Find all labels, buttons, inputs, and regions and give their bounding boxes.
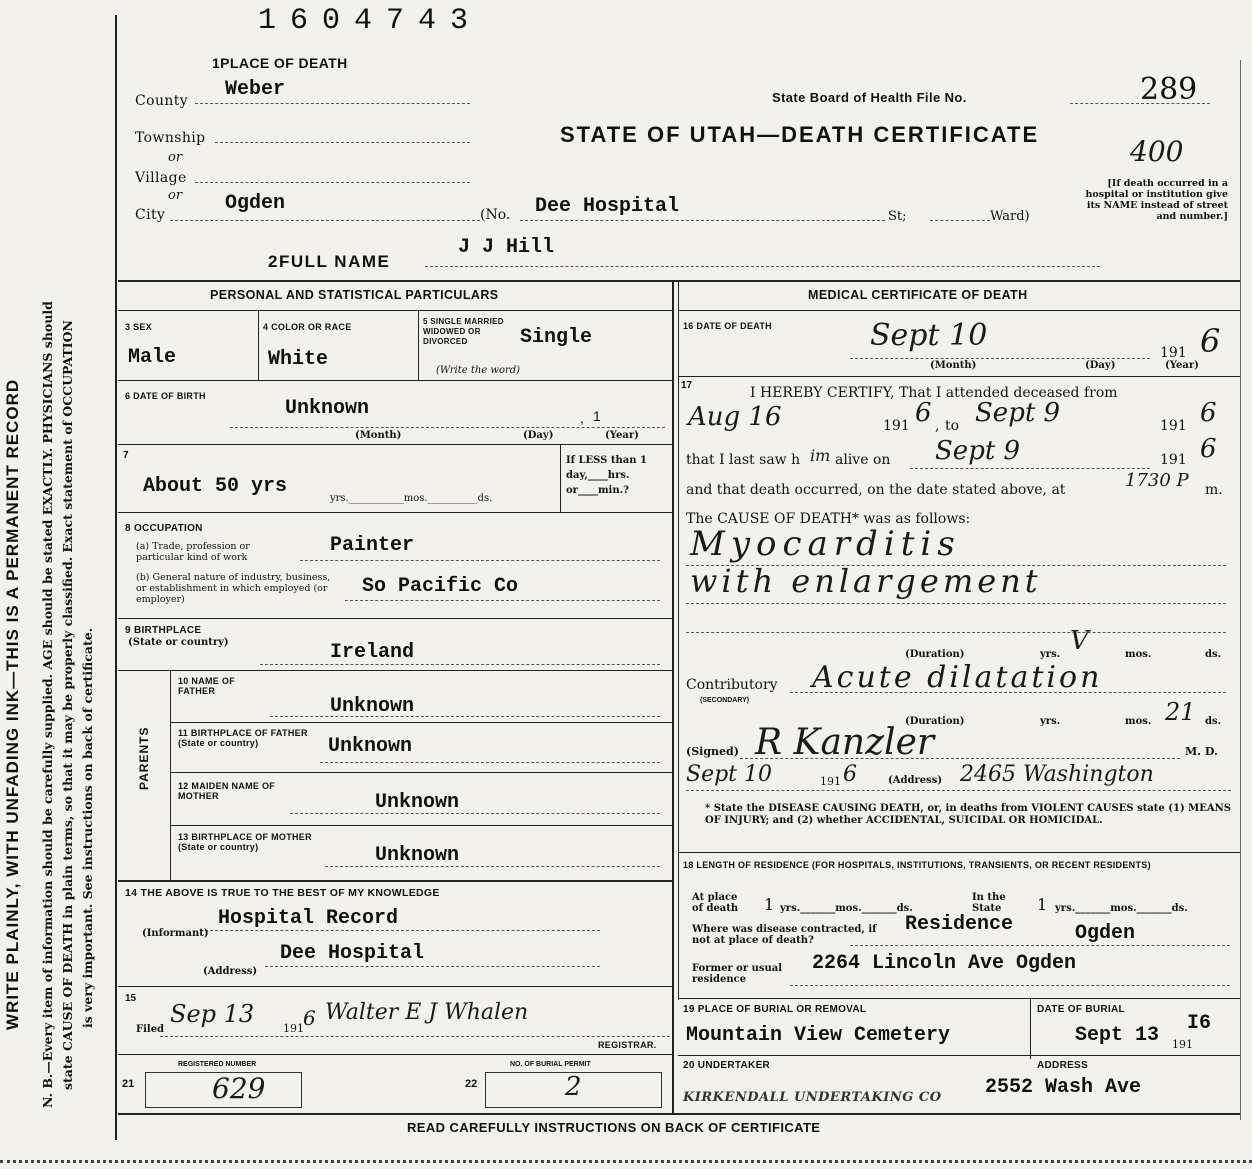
cause-line-3	[686, 632, 1226, 633]
registered-number-value: 629	[212, 1072, 266, 1105]
hline	[118, 310, 672, 311]
yrs-text: yrs.	[780, 903, 801, 914]
in-state-label: In the State	[972, 892, 1006, 914]
at-place-units: yrs._______mos._______ds.	[780, 903, 913, 914]
mos-label-2: mos.	[1125, 716, 1152, 727]
signed-year: 6	[843, 762, 857, 787]
undertaker-address-label: ADDRESS	[1037, 1060, 1088, 1071]
filed-date: Sep 13	[170, 1000, 255, 1028]
yrs-label-1: yrs.	[1040, 649, 1061, 660]
hline	[118, 512, 672, 513]
yrs-text: yrs.	[1055, 903, 1076, 914]
hline	[118, 1113, 1240, 1115]
contributory-label: Contributory	[686, 677, 778, 693]
md-label: M. D.	[1185, 745, 1218, 758]
hline	[118, 670, 672, 671]
center-divider-2	[678, 280, 679, 1000]
residence-label: 18 LENGTH OF RESIDENCE (FOR HOSPITALS, INSTITUTIONS, TRANSIENTS, OR RECENT RESIDENTS)	[683, 860, 1151, 870]
mos-label-1: mos.	[1125, 649, 1152, 660]
burial-place-label: 19 PLACE OF BURIAL OR REMOVAL	[683, 1004, 867, 1015]
parents-label: PARENTS	[137, 726, 151, 790]
age-value: About 50 yrs	[143, 475, 288, 498]
time-of-death: 1730 P	[1125, 470, 1189, 491]
permanent-record-notice: WRITE PLAINLY, WITH UNFADING INK—THIS IS A PERMANENT RECORD	[3, 378, 22, 1030]
hline	[118, 444, 672, 445]
dob-line	[230, 427, 665, 428]
hline	[678, 852, 1240, 853]
marital-value: Single	[520, 326, 593, 349]
certify-number: 17	[681, 380, 693, 391]
vline	[560, 444, 561, 512]
burial-permit-index: 22	[465, 1078, 478, 1090]
instructions-note-line2: state CAUSE OF DEATH in plain terms, so that it may be properly classified. Exact statement of OCCUPATION	[60, 320, 75, 1090]
father-birthplace-value: Unknown	[328, 735, 413, 758]
occupation-a-label: (a) Trade, profession or particular kind of work	[136, 541, 250, 563]
hline	[118, 986, 672, 987]
last-saw-text: that I last saw h	[686, 452, 801, 468]
footer-instructions: READ CAREFULLY INSTRUCTIONS ON BACK OF CERTIFICATE	[407, 1120, 821, 1135]
to-year-prefix: 191	[1160, 418, 1187, 434]
last-saw-value: Sept 9	[935, 436, 1021, 466]
cause-line-2	[686, 603, 1226, 604]
cause-value-2: with enlargement	[690, 562, 1042, 600]
medical-heading: MEDICAL CERTIFICATE OF DEATH	[808, 288, 1028, 302]
duration-value-1: V	[1070, 626, 1089, 656]
from-comma: ,	[935, 418, 940, 434]
date-of-death-label: 16 DATE OF DEATH	[683, 321, 772, 331]
undertaker-address-value: 2552 Wash Ave	[985, 1076, 1142, 1099]
burial-date-value: Sept 13	[1075, 1024, 1160, 1047]
at-place-label: At place of death	[692, 892, 739, 914]
full-name-label: 2FULL NAME	[268, 252, 391, 271]
burial-permit-value: 2	[565, 1072, 582, 1102]
center-divider	[672, 280, 674, 1115]
informant-label: (Informant)	[142, 928, 209, 939]
filed-label: Filed	[136, 1024, 165, 1035]
mos-text: mos.	[1110, 903, 1137, 914]
informant-line	[200, 930, 600, 931]
undertaker-stamp: KIRKENDALL UNDERTAKING CO	[683, 1090, 942, 1105]
city-line	[170, 220, 480, 221]
attended-from-value: Aug 16	[688, 402, 782, 432]
burial-place-value: Mountain View Cemetery	[686, 1024, 951, 1047]
mos-text: mos.	[835, 903, 862, 914]
yrs-label-2: yrs.	[1040, 716, 1061, 727]
death-year-handwritten: 6	[1200, 322, 1221, 360]
disease-contracted-value: Residence	[905, 913, 1014, 936]
alive-on-text: alive on	[835, 452, 891, 468]
place-of-death-label: 1PLACE OF DEATH	[212, 55, 348, 71]
dob-day-label: (Day)	[523, 430, 554, 441]
to-label: to	[945, 418, 960, 434]
hline	[678, 376, 1240, 377]
contributory-value: Acute dilatation	[812, 660, 1103, 695]
birthplace-value: Ireland	[330, 641, 415, 664]
death-year-prefix: 191	[1160, 345, 1187, 361]
sex-label: 3 SEX	[125, 322, 153, 332]
filed-line	[160, 1036, 670, 1037]
hline	[678, 998, 1240, 999]
ds-text: ds.	[896, 903, 913, 914]
ds-text: ds.	[1171, 903, 1188, 914]
mother-name-label: 12 MAIDEN NAME OF MOTHER	[178, 781, 276, 801]
ds-label-2: ds.	[1205, 716, 1222, 727]
signed-address: 2465 Washington	[960, 762, 1154, 787]
ward-label: Ward)	[990, 209, 1030, 224]
certify-text: I HEREBY CERTIFY, That I attended deceased from	[750, 385, 1118, 401]
last-saw-line	[910, 468, 1150, 469]
former-residence-label: Former or usual residence	[692, 963, 783, 985]
certificate-title: STATE OF UTAH—DEATH CERTIFICATE	[560, 122, 1040, 147]
signed-date: Sept 10	[686, 762, 773, 787]
city-value: Ogden	[225, 192, 286, 215]
signed-line	[740, 758, 1180, 759]
contributory-line	[790, 692, 1226, 693]
registrar-label: REGISTRAR.	[598, 1040, 657, 1050]
township-label: Township	[135, 130, 206, 146]
or-text-2: or	[168, 188, 183, 203]
certificate-number: 1604743	[258, 4, 483, 38]
right-border	[1240, 60, 1241, 1120]
ward-line	[930, 220, 990, 221]
former-residence-value: 2264 Lincoln Ave Ogden	[812, 952, 1077, 975]
attended-to-value: Sept 9	[975, 398, 1061, 428]
occupation-label: 8 OCCUPATION	[125, 523, 203, 534]
former-line	[790, 985, 1230, 986]
hospital-value: Dee Hospital	[535, 195, 680, 218]
vline	[258, 310, 259, 380]
hline	[118, 880, 672, 882]
father-bp-line	[320, 762, 660, 763]
hline	[678, 310, 1240, 311]
handwritten-number: 400	[1130, 135, 1184, 168]
village-label: Village	[135, 170, 187, 186]
hline	[170, 825, 672, 826]
signed-label: (Signed)	[686, 745, 739, 758]
color-value: White	[268, 348, 329, 371]
father-birthplace-label: 11 BIRTHPLACE OF FATHER (State or country)	[178, 728, 308, 748]
date-of-death-value: Sept 10	[870, 318, 988, 353]
at-place-mark: 1	[764, 895, 775, 914]
knowledge-label: 14 THE ABOVE IS TRUE TO THE BEST OF MY KNOWLEDGE	[125, 887, 440, 899]
from-year-handwritten: 6	[915, 398, 932, 428]
burial-permit-label: NO. OF BURIAL PERMIT	[510, 1061, 591, 1068]
sex-value: Male	[128, 346, 177, 369]
village-line	[195, 182, 470, 183]
dob-value: Unknown	[285, 397, 370, 420]
informant-address-label: (Address)	[203, 966, 258, 977]
occupation-a-value: Painter	[330, 534, 415, 557]
death-occurred-text: and that death occurred, on the date stated above, at	[686, 482, 1066, 498]
grid-top	[118, 280, 1240, 282]
day-label: (Day)	[1085, 360, 1116, 371]
hospital-note: [If death occurred in a hospital or institution give its NAME instead of street and number.]	[1085, 178, 1228, 222]
street-label: St;	[888, 209, 907, 224]
duration-value-2: 21	[1165, 698, 1196, 726]
last-saw-year-prefix: 191	[1160, 452, 1187, 468]
secondary-label: (SECONDARY)	[700, 697, 750, 704]
age-units: yrs.___________mos.__________ds.	[330, 493, 493, 504]
or-text-1: or	[168, 150, 183, 165]
hline	[678, 1055, 1240, 1056]
cause-label: The CAUSE OF DEATH* was as follows:	[686, 511, 971, 527]
mother-birthplace-label: 13 BIRTHPLACE OF MOTHER (State or country)	[178, 832, 312, 852]
burial-year-value: I6	[1187, 1012, 1212, 1035]
ds-label-1: ds.	[1205, 649, 1222, 660]
dob-day-mark: 1	[593, 408, 601, 424]
cause-value: Myocarditis	[690, 524, 961, 564]
signed-address-label: (Address)	[888, 775, 943, 786]
township-line	[215, 142, 470, 143]
mother-bp-line	[325, 866, 660, 867]
last-saw-year: 6	[1200, 434, 1217, 464]
filed-year: 191	[283, 1022, 304, 1035]
dob-label: 6 DATE OF BIRTH	[125, 391, 206, 401]
duration-label-1: (Duration)	[905, 649, 965, 660]
city-label: City	[135, 207, 166, 223]
disease-contracted-city: Ogden	[1075, 922, 1136, 945]
registered-number-index: 21	[122, 1078, 135, 1090]
occupation-a-line	[300, 560, 660, 561]
dob-year-label: (Year)	[605, 430, 639, 441]
marital-label: 5 SINGLE MARRIED WIDOWED OR DIVORCED	[423, 317, 504, 346]
hline	[118, 1054, 672, 1055]
instructions-note-line1: N. B.—Every item of information should be carefully supplied. AGE should be stated EXACTLY. PHYSICIANS should	[40, 301, 55, 1108]
informant-address-value: Dee Hospital	[280, 942, 425, 965]
last-saw-im: im	[810, 446, 831, 465]
physician-signature: R Kanzler	[755, 722, 935, 763]
county-value: Weber	[225, 78, 286, 101]
signed-address-line	[686, 790, 1231, 791]
death-date-line	[850, 358, 1150, 359]
full-name-value: J J Hill	[458, 236, 555, 259]
year-label: (Year)	[1165, 360, 1199, 371]
vline	[1030, 999, 1031, 1059]
registrar-signature: Walter E J Whalen	[325, 1000, 529, 1025]
from-year-prefix: 191	[883, 418, 910, 434]
duration-label-2: (Duration)	[905, 716, 965, 727]
burial-year-prefix: 191	[1172, 1038, 1193, 1051]
street-no-label: (No.	[480, 207, 511, 223]
hline	[118, 380, 672, 381]
file-number-label: State Board of Health File No.	[772, 90, 967, 105]
bottom-tear-edge	[0, 1160, 1252, 1167]
in-state-units: yrs._______mos._______ds.	[1055, 903, 1188, 914]
file-number-value: 289	[1140, 72, 1198, 107]
left-border	[115, 15, 117, 1140]
filed-number: 15	[125, 993, 137, 1004]
hline	[170, 772, 672, 773]
signed-year-prefix: 191	[820, 775, 841, 788]
mother-name-value: Unknown	[375, 791, 460, 814]
time-m: m.	[1205, 482, 1223, 498]
age-number: 7	[123, 450, 129, 461]
informant-value: Hospital Record	[218, 907, 399, 930]
occupation-b-value: So Pacific Co	[362, 575, 519, 598]
contracted-line	[850, 945, 1230, 946]
birthplace-line	[260, 664, 660, 665]
occupation-b-label: (b) General nature of industry, business, or establishment in which employed (or employer)	[136, 572, 331, 605]
vline	[418, 310, 419, 380]
father-name-value: Unknown	[330, 695, 415, 718]
hline	[170, 722, 672, 723]
registered-number-label: REGISTERED NUMBER	[178, 1061, 257, 1068]
birthplace-label: 9 BIRTHPLACE	[125, 625, 202, 636]
dob-comma: ,	[580, 410, 584, 426]
to-year-handwritten: 6	[1200, 398, 1217, 428]
county-label: County	[135, 93, 189, 109]
parents-vline	[170, 670, 171, 880]
marital-write-note: (Write the word)	[436, 365, 521, 376]
in-state-mark: 1	[1037, 895, 1048, 914]
address-line	[265, 966, 600, 967]
filed-year-handwritten: 6	[303, 1006, 316, 1030]
father-line	[270, 716, 660, 717]
mother-birthplace-value: Unknown	[375, 844, 460, 867]
month-label: (Month)	[930, 360, 977, 371]
less-than-note: If LESS than 1 day,____hrs. or____min.?	[566, 455, 647, 496]
birthplace-sub: (State or country)	[128, 637, 229, 648]
father-name-label: 10 NAME OF FATHER	[178, 676, 236, 696]
color-label: 4 COLOR OR RACE	[263, 322, 352, 332]
mother-line	[290, 813, 660, 814]
full-name-line	[425, 266, 1100, 267]
street-line	[520, 220, 885, 221]
burial-date-label: DATE OF BURIAL	[1037, 1004, 1125, 1015]
dob-month-label: (Month)	[355, 430, 402, 441]
occupation-b-line	[345, 600, 660, 601]
disease-contracted-label: Where was disease contracted, if not at place of death?	[692, 924, 877, 946]
personal-heading: PERSONAL AND STATISTICAL PARTICULARS	[210, 288, 499, 302]
county-line	[195, 103, 470, 104]
undertaker-label: 20 UNDERTAKER	[683, 1060, 771, 1071]
cause-footnote: * State the DISEASE CAUSING DEATH, or, in deaths from VIOLENT CAUSES state (1) MEANS OF INJURY; and (2) whether ACCIDENTAL, SUICIDAL OR HOMICIDAL.	[705, 803, 1231, 826]
instructions-note-line3: is very important. See instructions on back of certificate.	[80, 627, 95, 1028]
hline	[118, 618, 672, 619]
